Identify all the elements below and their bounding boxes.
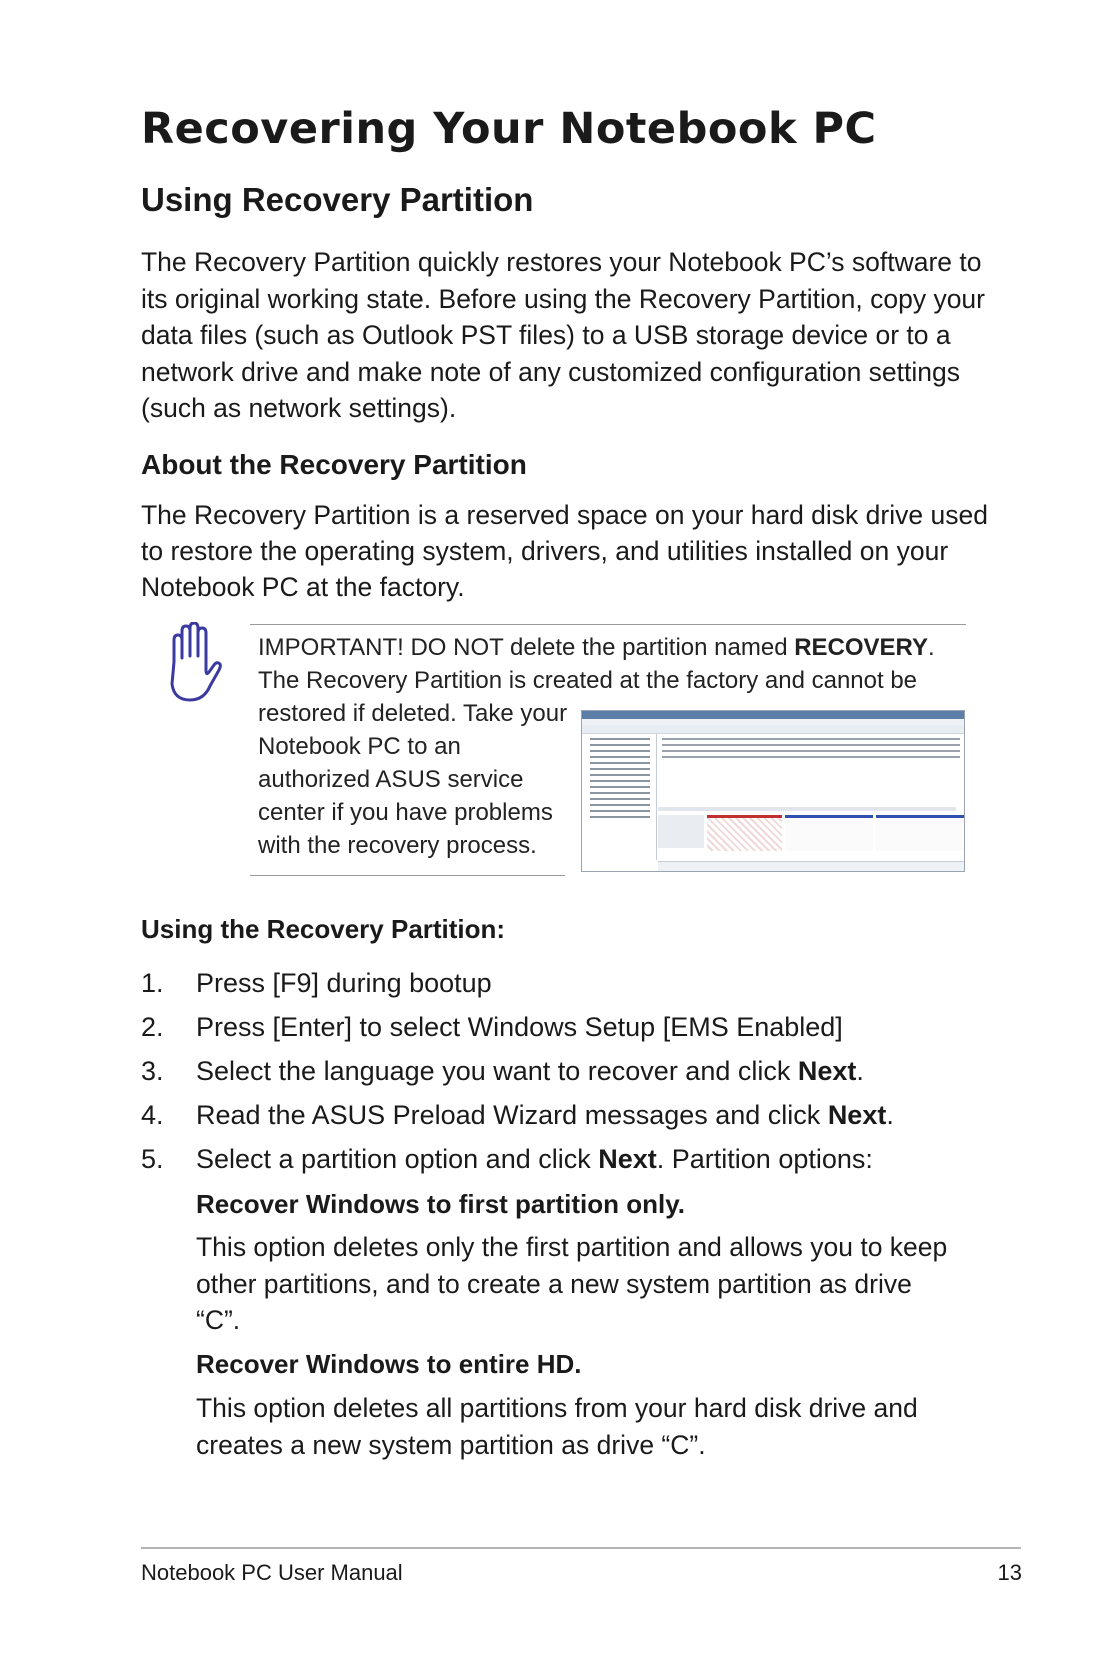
procedure-heading: Using the Recovery Partition: bbox=[141, 914, 506, 944]
screenshot-disk-label bbox=[658, 815, 704, 848]
footer-manual-title: Notebook PC User Manual bbox=[141, 1560, 403, 1585]
step-number: 1. bbox=[141, 968, 164, 998]
option-title-entire-hd: Recover Windows to entire HD. bbox=[196, 1349, 582, 1379]
section-heading: Using Recovery Partition bbox=[141, 181, 534, 218]
about-heading: About the Recovery Partition bbox=[141, 449, 527, 480]
screenshot-volume-list bbox=[658, 734, 964, 804]
step-text: Press [F9] during bootup bbox=[196, 968, 492, 998]
option-text-entire-hd: This option deletes all partitions from your hard disk drive and creates a new system partition as drive “C”. bbox=[196, 1393, 918, 1460]
next-keyword: Next bbox=[797, 1056, 857, 1086]
option-title-first-partition: Recover Windows to first partition only. bbox=[196, 1189, 685, 1219]
hand-stop-icon bbox=[160, 622, 222, 704]
important-continuation: . The Recovery Partition is created at the factory and cannot be bbox=[258, 634, 935, 694]
screenshot-tree-pane bbox=[582, 734, 657, 860]
intro-paragraph: The Recovery Partition quickly restores your Notebook PC’s software to its original working state. Before using the Recovery Partition, copy your data files (such as Outlook PST files) to a USB storage device or to a network drive and make note of any customized configuration settings (such as network settings). bbox=[141, 247, 985, 423]
important-bottom-rule bbox=[250, 875, 565, 876]
next-keyword: Next bbox=[827, 1100, 887, 1130]
screenshot-scrollbar bbox=[658, 807, 956, 811]
step-number: 4. bbox=[141, 1100, 164, 1130]
step-text: Select a partition option and click Next. Partition options: bbox=[196, 1144, 873, 1174]
step-number: 2. bbox=[141, 1012, 164, 1042]
screenshot-partition-system bbox=[785, 815, 873, 851]
screenshot-partition-data bbox=[876, 815, 964, 851]
screenshot-legend bbox=[658, 861, 964, 871]
important-prefix: IMPORTANT! DO NOT delete the partition named bbox=[258, 634, 795, 661]
step-number: 3. bbox=[141, 1056, 164, 1086]
important-notice bbox=[258, 631, 968, 697]
next-keyword: Next bbox=[598, 1144, 657, 1174]
footer-rule bbox=[141, 1547, 1021, 1549]
important-top-rule bbox=[250, 624, 966, 625]
step-text: Select the language you want to recover and click Next. bbox=[196, 1056, 864, 1086]
about-paragraph: The Recovery Partition is a reserved space on your hard disk drive used to restore the operating system, drivers, and utilities installed on your Notebook PC at the factory. bbox=[141, 500, 988, 602]
screenshot-toolbar bbox=[582, 725, 964, 734]
important-notice-rest: restored if deleted. Take your Notebook PC to an authorized ASUS service center if you have problems with the recovery process. bbox=[258, 700, 568, 859]
screenshot-partition-recovery bbox=[707, 815, 782, 851]
step-text: Read the ASUS Preload Wizard messages and click Next. bbox=[196, 1100, 894, 1130]
step-number: 5. bbox=[141, 1144, 164, 1174]
page-title: Recovering Your Notebook PC bbox=[141, 104, 877, 154]
recovery-keyword: RECOVERY bbox=[794, 634, 929, 661]
screenshot-titlebar bbox=[582, 711, 964, 719]
step-text: Press [Enter] to select Windows Setup [EMS Enabled] bbox=[196, 1012, 843, 1042]
page-number: 13 bbox=[997, 1560, 1022, 1585]
computer-management-screenshot bbox=[581, 710, 965, 872]
option-text-first-partition: This option deletes only the first partition and allows you to keep other partitions, and to create a new system partition as drive “C”. bbox=[196, 1232, 948, 1335]
